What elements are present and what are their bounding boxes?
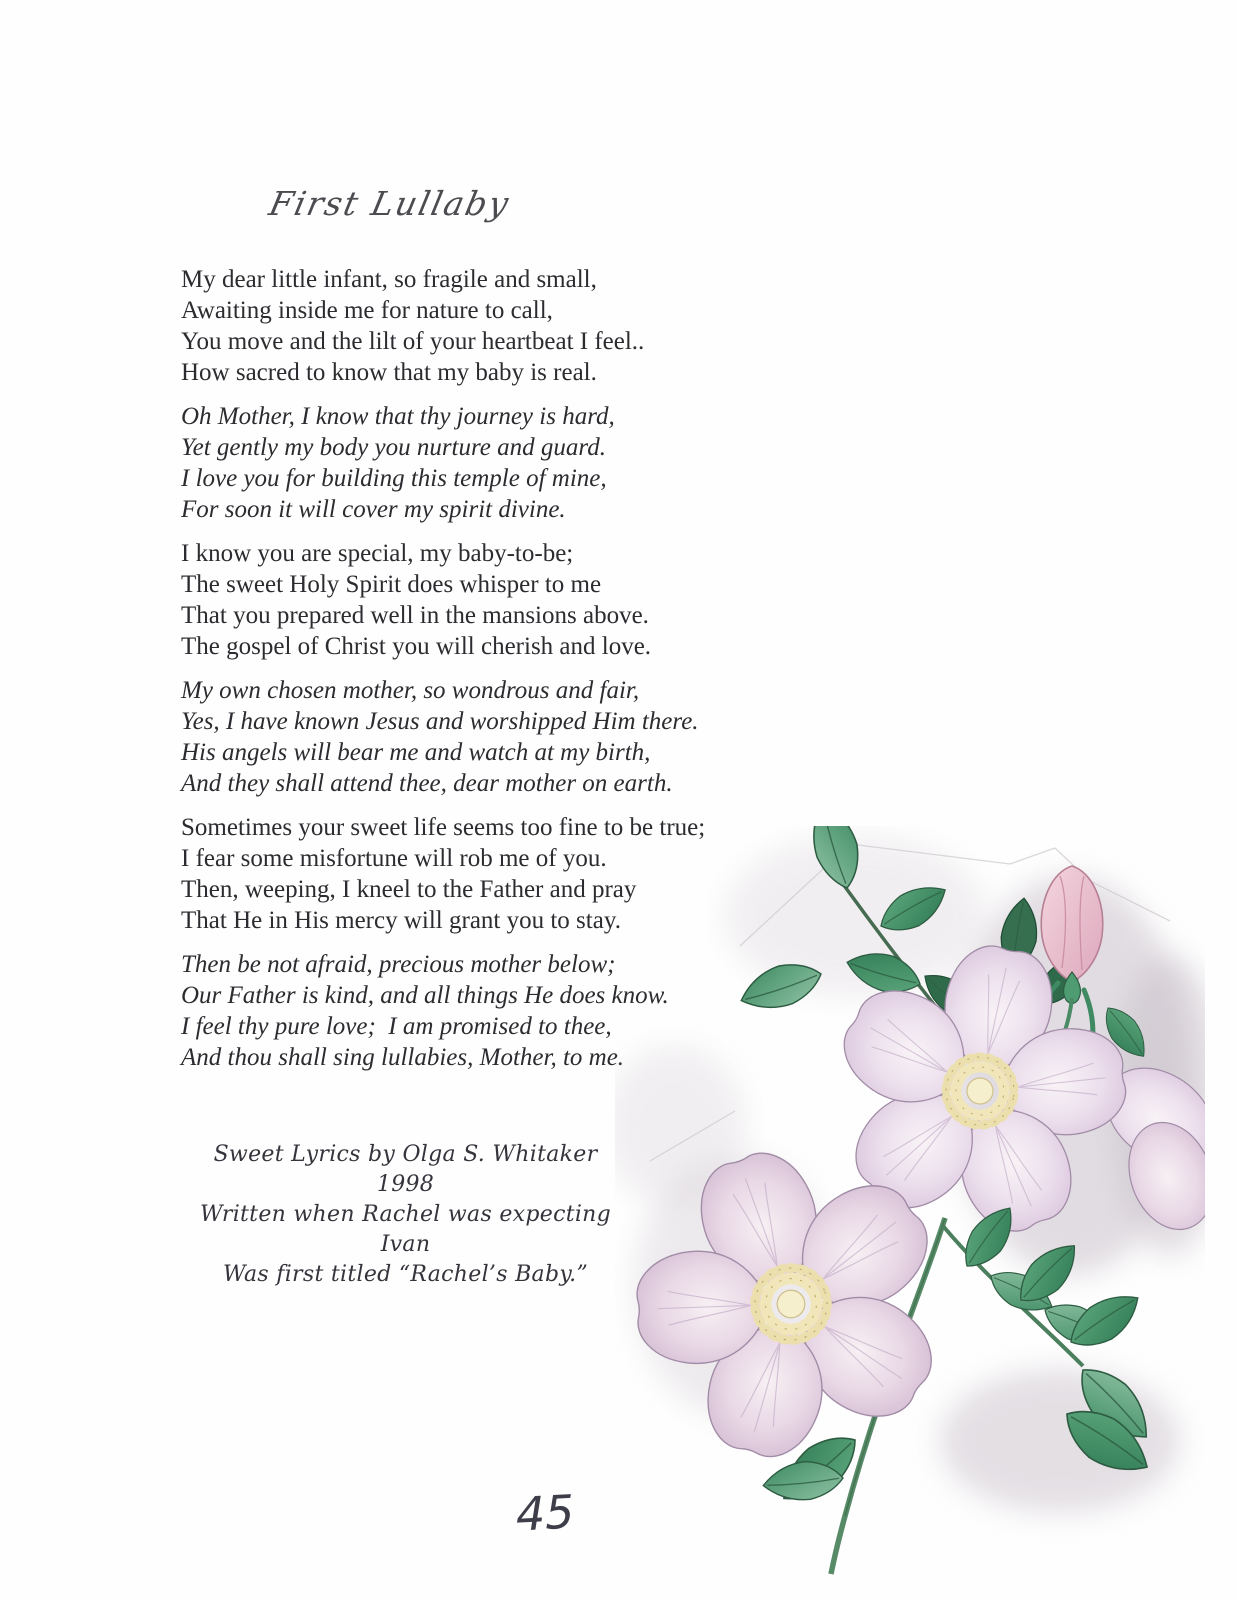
handwritten-page-number: 45 [511, 1484, 579, 1542]
poem-line: Then, weeping, I kneel to the Father and pray [181, 876, 637, 903]
poem-line: The sweet Holy Spirit does whisper to me [181, 571, 602, 598]
poem-line: Sometimes your sweet life seems too fine to be true; [181, 814, 706, 841]
poem-line: You move and the lilt of your heartbeat I feel.. [181, 328, 645, 355]
attribution-line: Written when Rachel was expecting Ivan [199, 1202, 612, 1257]
poem-stanza-2 [181, 401, 705, 525]
poem-line: That you prepared well in the mansions above. [181, 602, 649, 629]
poem-line: And thou shall sing lullabies, Mother, to me. [181, 1044, 625, 1071]
poem-line: His angels will bear me and watch at my birth, [181, 739, 651, 766]
poem-line: Oh Mother, I know that thy journey is hard, [181, 403, 615, 430]
poem-line: My own chosen mother, so wondrous and fair, [181, 677, 640, 704]
attribution-line: Sweet Lyrics by Olga S. Whitaker 1998 [213, 1142, 598, 1197]
poem-stanza-3 [181, 538, 705, 662]
poem-line: And they shall attend thee, dear mother on earth. [181, 770, 673, 797]
poem-line: That He in His mercy will grant you to stay. [181, 907, 621, 934]
poem-line: How sacred to know that my baby is real. [181, 359, 597, 386]
poem-line: Our Father is kind, and all things He does know. [181, 982, 669, 1009]
poem-line: Awaiting inside me for nature to call, [181, 297, 553, 324]
poem-stanza-4 [181, 675, 705, 799]
poem-line: The gospel of Christ you will cherish and love. [181, 633, 652, 660]
poem-line: I feel thy pure love; I am promised to thee, [181, 1013, 612, 1040]
poem-line: I know you are special, my baby-to-be; [181, 540, 574, 567]
poem-line: I love you for building this temple of mine, [181, 465, 607, 492]
poem-stanza-1 [181, 264, 705, 388]
poem-line: Yet gently my body you nurture and guard. [181, 434, 606, 461]
poem-line: My dear little infant, so fragile and small, [181, 266, 597, 293]
poem-line: Then be not afraid, precious mother below; [181, 951, 616, 978]
poem-line: Yes, I have known Jesus and worshipped Him there. [181, 708, 699, 735]
attribution-line: Was first titled “Rachel’s Baby.” [222, 1262, 589, 1287]
poem-line: I fear some misfortune will rob me of you. [181, 845, 607, 872]
poem-line: For soon it will cover my spirit divine. [181, 496, 566, 523]
poem-attribution [183, 1140, 628, 1290]
wild-rose-illustration [615, 826, 1205, 1582]
poem-title: First Lullaby [265, 184, 514, 223]
